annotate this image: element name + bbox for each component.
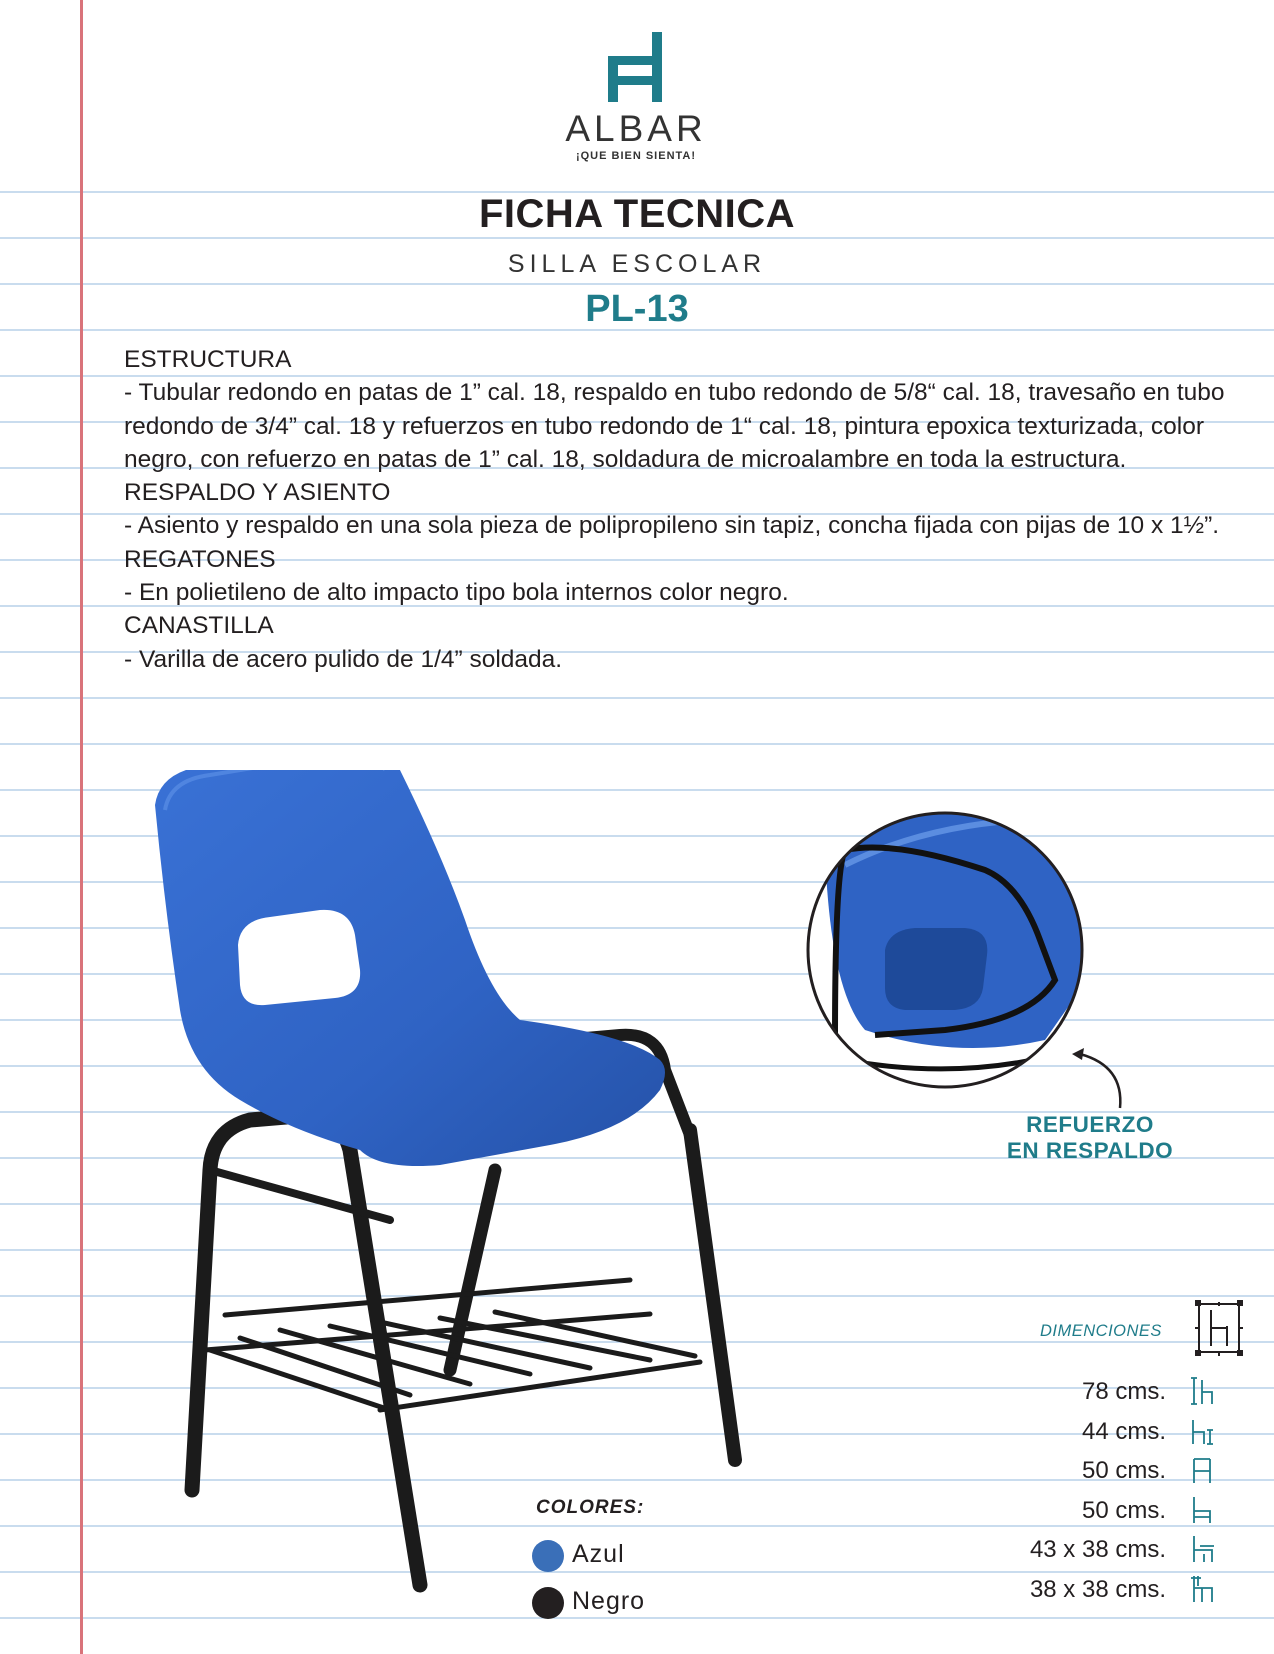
chair-back-size-icon — [1190, 1574, 1216, 1604]
detail-caption-line2: EN RESPALDO — [1006, 1138, 1174, 1163]
color-name-negro: Negro — [572, 1587, 646, 1615]
chair-logo-icon — [556, 30, 716, 110]
detail-caption-line1: REFUERZO — [1026, 1112, 1154, 1137]
colors-heading: COLORES: — [536, 1497, 645, 1518]
spec-text-canastilla: - Varilla de acero pulido de 1/4” soldada. — [124, 645, 563, 673]
dimension-seat-size: 43 x 38 cms. — [1029, 1536, 1166, 1563]
dimension-width: 50 cms. — [1081, 1457, 1166, 1484]
dimension-total-height: 78 cms. — [1081, 1378, 1166, 1405]
color-swatch-azul — [532, 1540, 564, 1572]
dimension-back-size: 38 x 38 cms. — [1029, 1576, 1166, 1603]
spec-text-estructura: - Tubular redondo en patas de 1” cal. 18, respaldo en tubo redondo de 5/8“ cal. 18, travesaño en tubo redondo de 3/4” cal. 18 y refuerzos en tubo redondo de 1“ cal. 18, pintura epoxica texturizada, color negro, con refuerzo en patas de 1” cal. 18, soldadura de microalambre en toda la estructura. — [124, 379, 1225, 473]
logo-tagline: ¡QUE BIEN SIENTA! — [575, 150, 697, 162]
spec-list — [124, 343, 1234, 676]
dimensions-heading: DIMENCIONES — [1040, 1322, 1162, 1340]
color-name-azul: Azul — [572, 1540, 625, 1568]
spec-text-respaldo-asiento: - Asiento y respaldo en una sola pieza de polipropileno sin tapiz, concha fijada con pijas de 10 x 1½”. — [124, 512, 1220, 540]
reinforcement-detail-image — [805, 810, 1085, 1090]
chair-image — [150, 770, 750, 1610]
measure-chair-icon — [1193, 1300, 1245, 1356]
chair-depth-icon — [1190, 1495, 1216, 1525]
document-subtitle: SILLA ESCOLAR — [507, 250, 767, 278]
margin-line — [80, 0, 83, 1654]
document-title: FICHA TECNICA — [478, 192, 796, 236]
logo-brand: ALBAR — [565, 108, 707, 149]
spec-heading-respaldo-asiento: RESPALDO Y ASIENTO — [124, 479, 391, 507]
dimension-seat-height: 44 cms. — [1081, 1418, 1166, 1445]
detail-caption — [980, 1112, 1200, 1164]
spec-heading-canastilla: CANASTILLA — [124, 612, 274, 640]
spec-heading-estructura: ESTRUCTURA — [124, 346, 292, 373]
color-swatch-negro — [532, 1587, 564, 1619]
chair-total-height-icon — [1190, 1376, 1216, 1406]
dimension-depth: 50 cms. — [1081, 1497, 1166, 1524]
albar-logo — [556, 30, 716, 170]
spec-text-regatones: - En polietileno de alto impacto tipo bola internos color negro. — [124, 579, 789, 607]
chair-seat-size-icon — [1190, 1534, 1216, 1564]
spec-heading-regatones: REGATONES — [124, 545, 276, 573]
pointer-arrow-icon — [1068, 1046, 1132, 1110]
chair-seat-height-icon — [1190, 1416, 1216, 1446]
chair-width-icon — [1190, 1455, 1216, 1485]
model-code: PL-13 — [585, 288, 689, 330]
